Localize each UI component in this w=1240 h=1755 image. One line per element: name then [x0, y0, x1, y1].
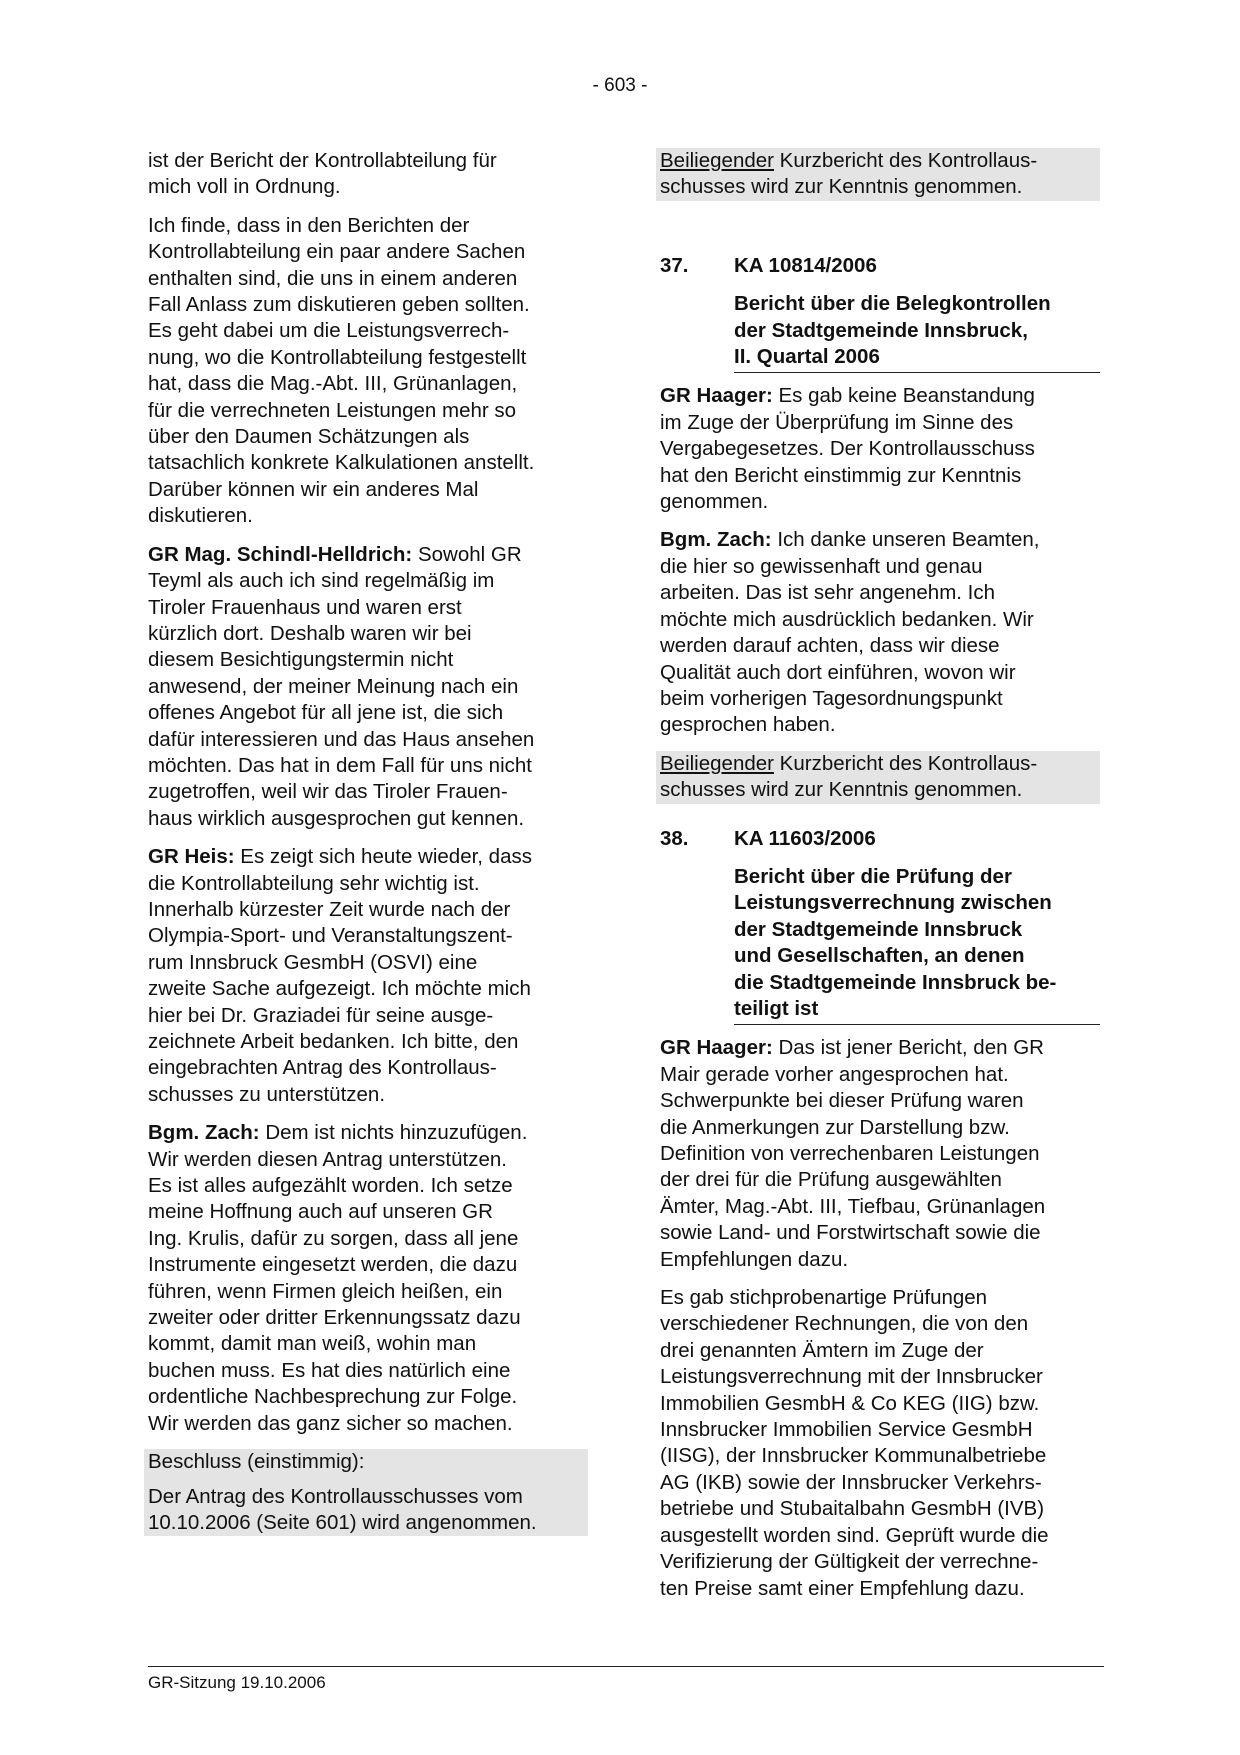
text-line: mich voll in Ordnung. [148, 175, 341, 199]
text-line: werden darauf achten, dass wir diese [660, 634, 1000, 658]
agenda-item-38-header [660, 826, 1100, 852]
text-line: Kontrollabteilung ein paar andere Sachen [148, 240, 526, 264]
page-number: - 603 - [592, 75, 648, 96]
text-line: der drei für die Prüfung ausgewählten [660, 1168, 1002, 1192]
text-line: buchen muss. Es hat dies natürlich eine [148, 1358, 511, 1382]
text-line: kürzlich dort. Deshalb waren wir bei [148, 621, 472, 645]
text-line: über den Daumen Schätzungen als [148, 425, 470, 449]
text-line: Dem ist nichts hinzuzufügen. [259, 1121, 528, 1145]
text-line: anwesend, der meiner Meinung nach ein [148, 674, 519, 698]
text-line: Instrumente eingesetzt werden, die dazu [148, 1253, 518, 1277]
text-line: betriebe und Stubaitalbahn GesmbH (IVB) [660, 1497, 1045, 1521]
text-line: Wir werden das ganz sicher so machen. [148, 1411, 513, 1435]
agenda-item-38-title [734, 864, 1100, 1025]
text-line: Es geht dabei um die Leistungsverrech- [148, 319, 510, 343]
text-line: und Gesellschaften, an denen [734, 944, 1025, 968]
text-line: diskutieren. [148, 504, 253, 528]
text-line: die hier so gewissenhaft und genau [660, 554, 983, 578]
paragraph-haager-37 [660, 383, 1100, 515]
text-line: im Zuge der Überprüfung im Sinne des [660, 410, 1014, 434]
text-line: (IISG), der Innsbrucker Kommunalbetriebe [660, 1444, 1047, 1468]
paragraph-heis [148, 844, 588, 1108]
text-line: rum Innsbruck GesmbH (OSVI) eine [148, 950, 478, 974]
text-line: beim vorherigen Tagesordnungspunkt [660, 686, 1003, 710]
text-line: meine Hoffnung auch auf unseren GR [148, 1200, 493, 1224]
speaker-name: Bgm. Zach: [148, 1121, 260, 1145]
text-line: Ing. Krulis, dafür zu sorgen, dass all jene [148, 1226, 519, 1250]
text-line: zeichnete Arbeit bedanken. Ich bitte, den [148, 1030, 519, 1053]
text-line: ist der Bericht der Kontrollabteilung für [148, 149, 497, 172]
resolution-heading: Beschluss (einstimmig): [148, 1450, 365, 1474]
text-line: Kurzbericht des Kontrollaus- [773, 751, 1038, 775]
text-line: Ich danke unseren Beamten, [771, 528, 1040, 552]
right-column [660, 148, 1100, 1614]
text-line: Fall Anlass zum diskutieren geben sollten. [148, 293, 530, 317]
text-line: sowie Land- und Forstwirtschaft sowie die [660, 1221, 1041, 1245]
text-line: schusses wird zur Kenntnis genommen. [660, 778, 1023, 802]
text-line: 10.10.2006 (Seite 601) wird angenommen. [148, 1510, 537, 1534]
paragraph-schindl-helldrich [148, 542, 588, 832]
text-line: Teyml als auch ich sind regelmäßig im [148, 569, 495, 593]
text-line: Verifizierung der Gültigkeit der verrechne- [660, 1550, 1039, 1574]
text-line: Es zeigt sich heute wieder, dass [234, 845, 532, 869]
text-line: Innerhalb kürzester Zeit wurde nach der [148, 897, 511, 921]
paragraph-haager-38 [660, 1035, 1100, 1273]
text-line: schusses zu unterstützen. [148, 1082, 386, 1106]
text-line: Ämter, Mag.-Abt. III, Tiefbau, Grünanlagen [660, 1194, 1046, 1218]
text-line: Kurzbericht des Kontrollaus- [773, 149, 1038, 172]
agenda-item-number: 38. [660, 826, 689, 850]
speaker-name: GR Haager: [660, 1036, 773, 1060]
text-line: nung, wo die Kontrollabteilung festgestellt [148, 345, 527, 369]
text-line: Wir werden diesen Antrag unterstützen. [148, 1147, 507, 1171]
text-line: Es gab keine Beanstandung [772, 384, 1035, 408]
text-line: der Stadtgemeinde Innsbruck, [734, 318, 1028, 342]
text-line: zweite Sache aufgezeigt. Ich möchte mich [148, 977, 531, 1001]
text-line: Bericht über die Prüfung der [734, 864, 1012, 888]
text-line: möchten. Das hat in dem Fall für uns nicht [148, 753, 532, 777]
resolution-text [148, 1484, 584, 1537]
text-line: Olympia-Sport- und Veranstaltungszent- [148, 924, 513, 948]
text-line: Darüber können wir ein anderes Mal [148, 477, 479, 501]
text-line: Immobilien GesmbH & Co KEG (IIG) bzw. [660, 1391, 1040, 1415]
text-line: Es ist alles aufgezählt worden. Ich setze [148, 1174, 513, 1198]
text-line: haus wirklich ausgesprochen gut kennen. [148, 806, 525, 830]
text-line: Es gab stichprobenartige Prüfungen [660, 1286, 988, 1310]
text-line: Empfehlungen dazu. [660, 1247, 849, 1271]
text-line: teiligt ist [734, 996, 819, 1020]
text-line: Tiroler Frauenhaus und waren erst [148, 595, 462, 619]
text-line: Ich finde, dass in den Berichten der [148, 213, 470, 237]
text-line: führen, wenn Firmen gleich heißen, ein [148, 1279, 503, 1303]
text-line: Leistungsverrechnung mit der Innsbrucker [660, 1365, 1043, 1389]
paragraph-zach-37 [660, 527, 1100, 738]
text-line: Das ist jener Bericht, den GR [772, 1036, 1044, 1060]
footer-rule [148, 1666, 1104, 1667]
agenda-item-reference: KA 10814/2006 [734, 253, 877, 277]
text-line: Qualität auch dort einführen, wovon wir [660, 660, 1016, 684]
paragraph-audit-details [660, 1285, 1100, 1602]
text-line: offenes Angebot für all jene ist, die sich [148, 701, 504, 725]
text-line: der Stadtgemeinde Innsbruck [734, 917, 1023, 941]
text-line: kommt, damit man weiß, wohin man [148, 1332, 477, 1356]
text-line: hat, dass die Mag.-Abt. III, Grünanlagen, [148, 372, 518, 396]
acknowledgement-note-1: Beiliegender Kurzbericht des Kontrollaus- schusses wird zur Kenntnis genommen. [656, 148, 1100, 201]
resolution-block [144, 1449, 588, 1536]
text-line: eingebrachten Antrag des Kontrollaus- [148, 1056, 497, 1080]
speaker-name: GR Mag. Schindl-Helldrich: [148, 542, 413, 566]
text-line: Schwerpunkte bei dieser Prüfung waren [660, 1089, 1024, 1113]
text-line: Sowohl GR [412, 542, 522, 566]
footer-session-date: GR-Sitzung 19.10.2006 [148, 1673, 326, 1692]
text-line: ausgestellt worden sind. Geprüft wurde die [660, 1523, 1049, 1547]
text-line: verschiedener Rechnungen, die von den [660, 1312, 1029, 1336]
left-column [148, 148, 588, 1536]
text-line: gesprochen haben. [660, 713, 836, 737]
text-line: ordentliche Nachbesprechung zur Folge. [148, 1385, 518, 1409]
text-line: die Stadtgemeinde Innsbruck be- [734, 970, 1057, 994]
text-line: Mair gerade vorher angesprochen hat. [660, 1062, 1009, 1086]
paragraph-2 [148, 213, 588, 530]
text-line: drei genannten Ämtern im Zuge der [660, 1338, 984, 1362]
text-line: tatsachlich konkrete Kalkulationen anstellt. [148, 451, 535, 475]
paragraph-zach [148, 1120, 588, 1437]
paragraph-1 [148, 148, 588, 201]
text-line: AG (IKB) sowie der Innsbrucker Verkehrs- [660, 1470, 1042, 1494]
text-line: Leistungsverrechnung zwischen [734, 891, 1052, 915]
text-line: Definition von verrechenbaren Leistungen [660, 1142, 1040, 1165]
text-line: für die verrechneten Leistungen mehr so [148, 398, 517, 422]
agenda-item-37-title [734, 291, 1100, 373]
text-line: zugetroffen, weil wir das Tiroler Frauen- [148, 780, 508, 804]
speaker-name: GR Haager: [660, 384, 773, 408]
text-line: die Kontrollabteilung sehr wichtig ist. [148, 871, 480, 895]
text-line: möchte mich ausdrücklich bedanken. Wir [660, 607, 1034, 631]
text-line: zweiter oder dritter Erkennungssatz dazu [148, 1306, 521, 1330]
text-line: die Anmerkungen zur Darstellung bzw. [660, 1115, 1010, 1139]
speaker-name: Bgm. Zach: [660, 528, 772, 552]
text-line: enthalten sind, die uns in einem anderen [148, 266, 518, 290]
text-line: Bericht über die Belegkontrollen [734, 292, 1051, 316]
text-line: ten Preise samt einer Empfehlung dazu. [660, 1576, 1025, 1600]
text-line: diesem Besichtigungstermin nicht [148, 648, 454, 672]
speaker-name: GR Heis: [148, 845, 235, 869]
text-line: hat den Bericht einstimmig zur Kenntnis [660, 463, 1022, 487]
text-line: genommen. [660, 490, 769, 514]
agenda-item-number: 37. [660, 253, 689, 277]
text-line: schusses wird zur Kenntnis genommen. [660, 175, 1023, 199]
text-line: Innsbrucker Immobilien Service GesmbH [660, 1418, 1033, 1442]
agenda-item-37-header [660, 253, 1100, 279]
text-line: Der Antrag des Kontrollausschusses vom [148, 1484, 523, 1508]
text-line: arbeiten. Das ist sehr angenehm. Ich [660, 581, 996, 605]
text-line: Vergabegesetzes. Der Kontrollausschuss [660, 437, 1035, 461]
text-line: II. Quartal 2006 [734, 345, 880, 369]
text-line: hier bei Dr. Graziadei für seine ausge- [148, 1003, 494, 1027]
agenda-item-reference: KA 11603/2006 [734, 826, 876, 850]
acknowledgement-note-2: Beiliegender Kurzbericht des Kontrollaus- schusses wird zur Kenntnis genommen. [656, 751, 1100, 804]
text-line: dafür interessieren und das Haus ansehen [148, 727, 535, 751]
